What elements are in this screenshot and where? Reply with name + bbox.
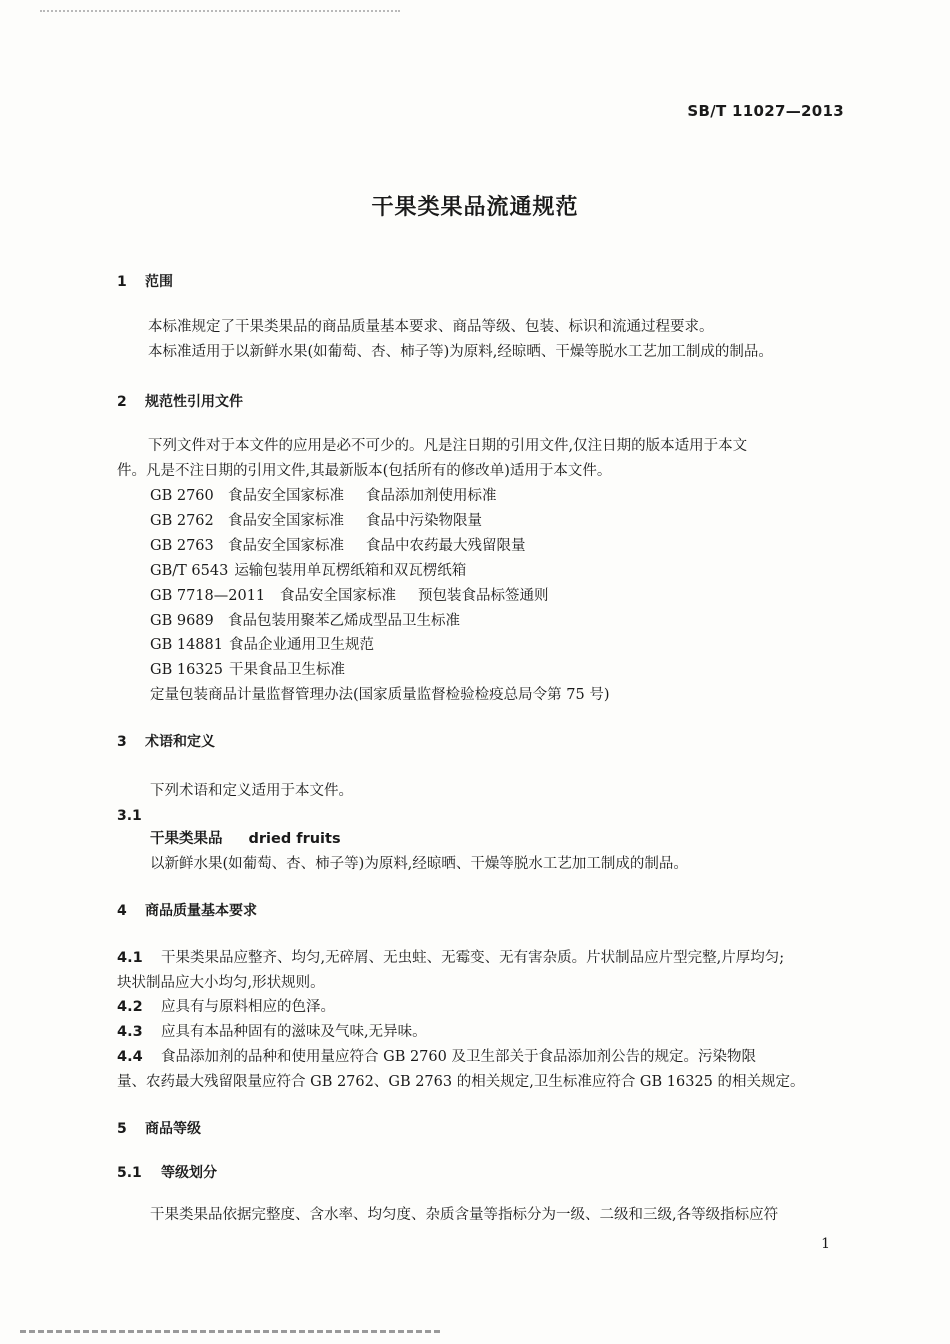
page-number: 1	[821, 1236, 830, 1252]
section-number: 5	[117, 1121, 127, 1137]
subsection-5-1-heading	[117, 1164, 217, 1182]
term-definition: 以新鲜水果(如葡萄、杏、柿子等)为原料,经晾晒、干燥等脱水工艺加工制成的制品。	[150, 856, 688, 872]
section-number: 2	[117, 394, 127, 410]
subsection-number: 5.1	[117, 1165, 142, 1181]
reference-item	[150, 537, 526, 555]
term-number: 3.1	[117, 808, 142, 824]
ref-subtitle: 食品中农药最大残留限量	[366, 538, 526, 554]
ref-subtitle: 食品添加剂使用标准	[366, 488, 497, 504]
reference-item	[150, 512, 482, 530]
ref-code: GB 7718—2011	[150, 588, 266, 604]
ref-name: 食品包装用聚苯乙烯成型品卫生标准	[228, 613, 460, 629]
section-2-heading	[117, 393, 243, 411]
section-5-paragraph-1: 干果类果品依据完整度、含水率、均匀度、杂质含量等指标分为一级、二级和三级,各等级指标应符	[150, 1207, 779, 1223]
section-4-heading	[117, 902, 257, 920]
clause-number: 4.1	[117, 950, 143, 966]
clause-4-1-continued: 块状制品应大小均匀,形状规则。	[117, 975, 325, 991]
clause-text: 应具有与原料相应的色泽。	[161, 999, 335, 1015]
clause-text: 干果类果品应整齐、均匀,无碎屑、无虫蛀、无霉变、无有害杂质。片状制品应片型完整,片厚均匀;	[161, 950, 785, 966]
clause-4-3	[117, 1023, 427, 1041]
scan-edge-bottom	[20, 1330, 440, 1333]
clause-number: 4.2	[117, 999, 143, 1015]
reference-item	[150, 612, 460, 630]
clause-4-1	[117, 949, 784, 967]
term-english: dried fruits	[248, 831, 341, 847]
ref-name: 食品企业通用卫生规范	[228, 637, 374, 653]
ref-code: GB 14881	[150, 637, 223, 653]
section-1-paragraph-2: 本标准适用于以新鲜水果(如葡萄、杏、柿子等)为原料,经晾晒、干燥等脱水工艺加工制成的制品。	[148, 344, 773, 360]
subsection-title: 等级划分	[161, 1165, 217, 1181]
section-1-heading	[117, 273, 173, 291]
reference-item	[150, 487, 497, 505]
section-3-intro: 下列术语和定义适用于本文件。	[150, 783, 353, 799]
ref-code: GB 2763	[150, 538, 214, 554]
ref-subtitle: 食品中污染物限量	[366, 513, 482, 529]
clause-4-4	[117, 1048, 756, 1066]
ref-name: 运输包装用单瓦楞纸箱和双瓦楞纸箱	[234, 563, 467, 579]
ref-code: GB 2760	[150, 488, 214, 504]
ref-code: GB 16325	[150, 662, 223, 678]
ref-name: 干果食品卫生标准	[228, 662, 345, 678]
ref-code: GB/T 6543	[150, 563, 229, 579]
section-title: 范围	[145, 274, 173, 290]
ref-code: GB 9689	[150, 613, 214, 629]
section-2-intro-line-2: 件。凡是不注日期的引用文件,其最新版本(包括所有的修改单)适用于本文件。	[117, 463, 612, 479]
clause-text: 食品添加剂的品种和使用量应符合 GB 2760 及卫生部关于食品添加剂公告的规定。污染物限	[161, 1049, 756, 1065]
section-5-heading	[117, 1120, 201, 1138]
ref-name: 食品安全国家标准	[228, 538, 344, 554]
section-3-heading	[117, 733, 215, 751]
scan-edge-top	[40, 10, 400, 12]
reference-item	[150, 587, 549, 605]
ref-name: 食品安全国家标准	[280, 588, 396, 604]
section-number: 1	[117, 274, 127, 290]
term-chinese: 干果类果品	[150, 831, 223, 847]
section-title: 术语和定义	[145, 734, 215, 750]
ref-code: GB 2762	[150, 513, 214, 529]
reference-item	[150, 661, 345, 679]
section-number: 3	[117, 734, 127, 750]
clause-text: 应具有本品种固有的滋味及气味,无异味。	[161, 1024, 427, 1040]
clause-4-4-continued: 量、农药最大残留限量应符合 GB 2762、GB 2763 的相关规定,卫生标准应符合 GB 16325 的相关规定。	[117, 1074, 805, 1090]
section-number: 4	[117, 903, 127, 919]
clause-4-2	[117, 998, 335, 1016]
ref-subtitle: 预包装食品标签通则	[418, 588, 549, 604]
standard-code: SB/T 11027—2013	[687, 102, 844, 120]
section-title: 商品质量基本要求	[145, 903, 257, 919]
reference-item-last: 定量包装商品计量监督管理办法(国家质量监督检验检疫总局令第 75 号)	[150, 687, 610, 703]
section-1-paragraph-1: 本标准规定了干果类果品的商品质量基本要求、商品等级、包装、标识和流通过程要求。	[148, 319, 714, 335]
ref-name: 食品安全国家标准	[228, 488, 344, 504]
section-2-intro-line-1: 下列文件对于本文件的应用是必不可少的。凡是注日期的引用文件,仅注日期的版本适用于本文	[148, 438, 748, 454]
reference-item	[150, 562, 466, 580]
section-title: 规范性引用文件	[145, 394, 243, 410]
ref-name: 食品安全国家标准	[228, 513, 344, 529]
section-title: 商品等级	[145, 1121, 201, 1137]
document-title: 干果类果品流通规范	[371, 195, 579, 220]
clause-number: 4.4	[117, 1049, 143, 1065]
term-entry	[150, 830, 341, 848]
reference-item	[150, 636, 374, 654]
clause-number: 4.3	[117, 1024, 143, 1040]
